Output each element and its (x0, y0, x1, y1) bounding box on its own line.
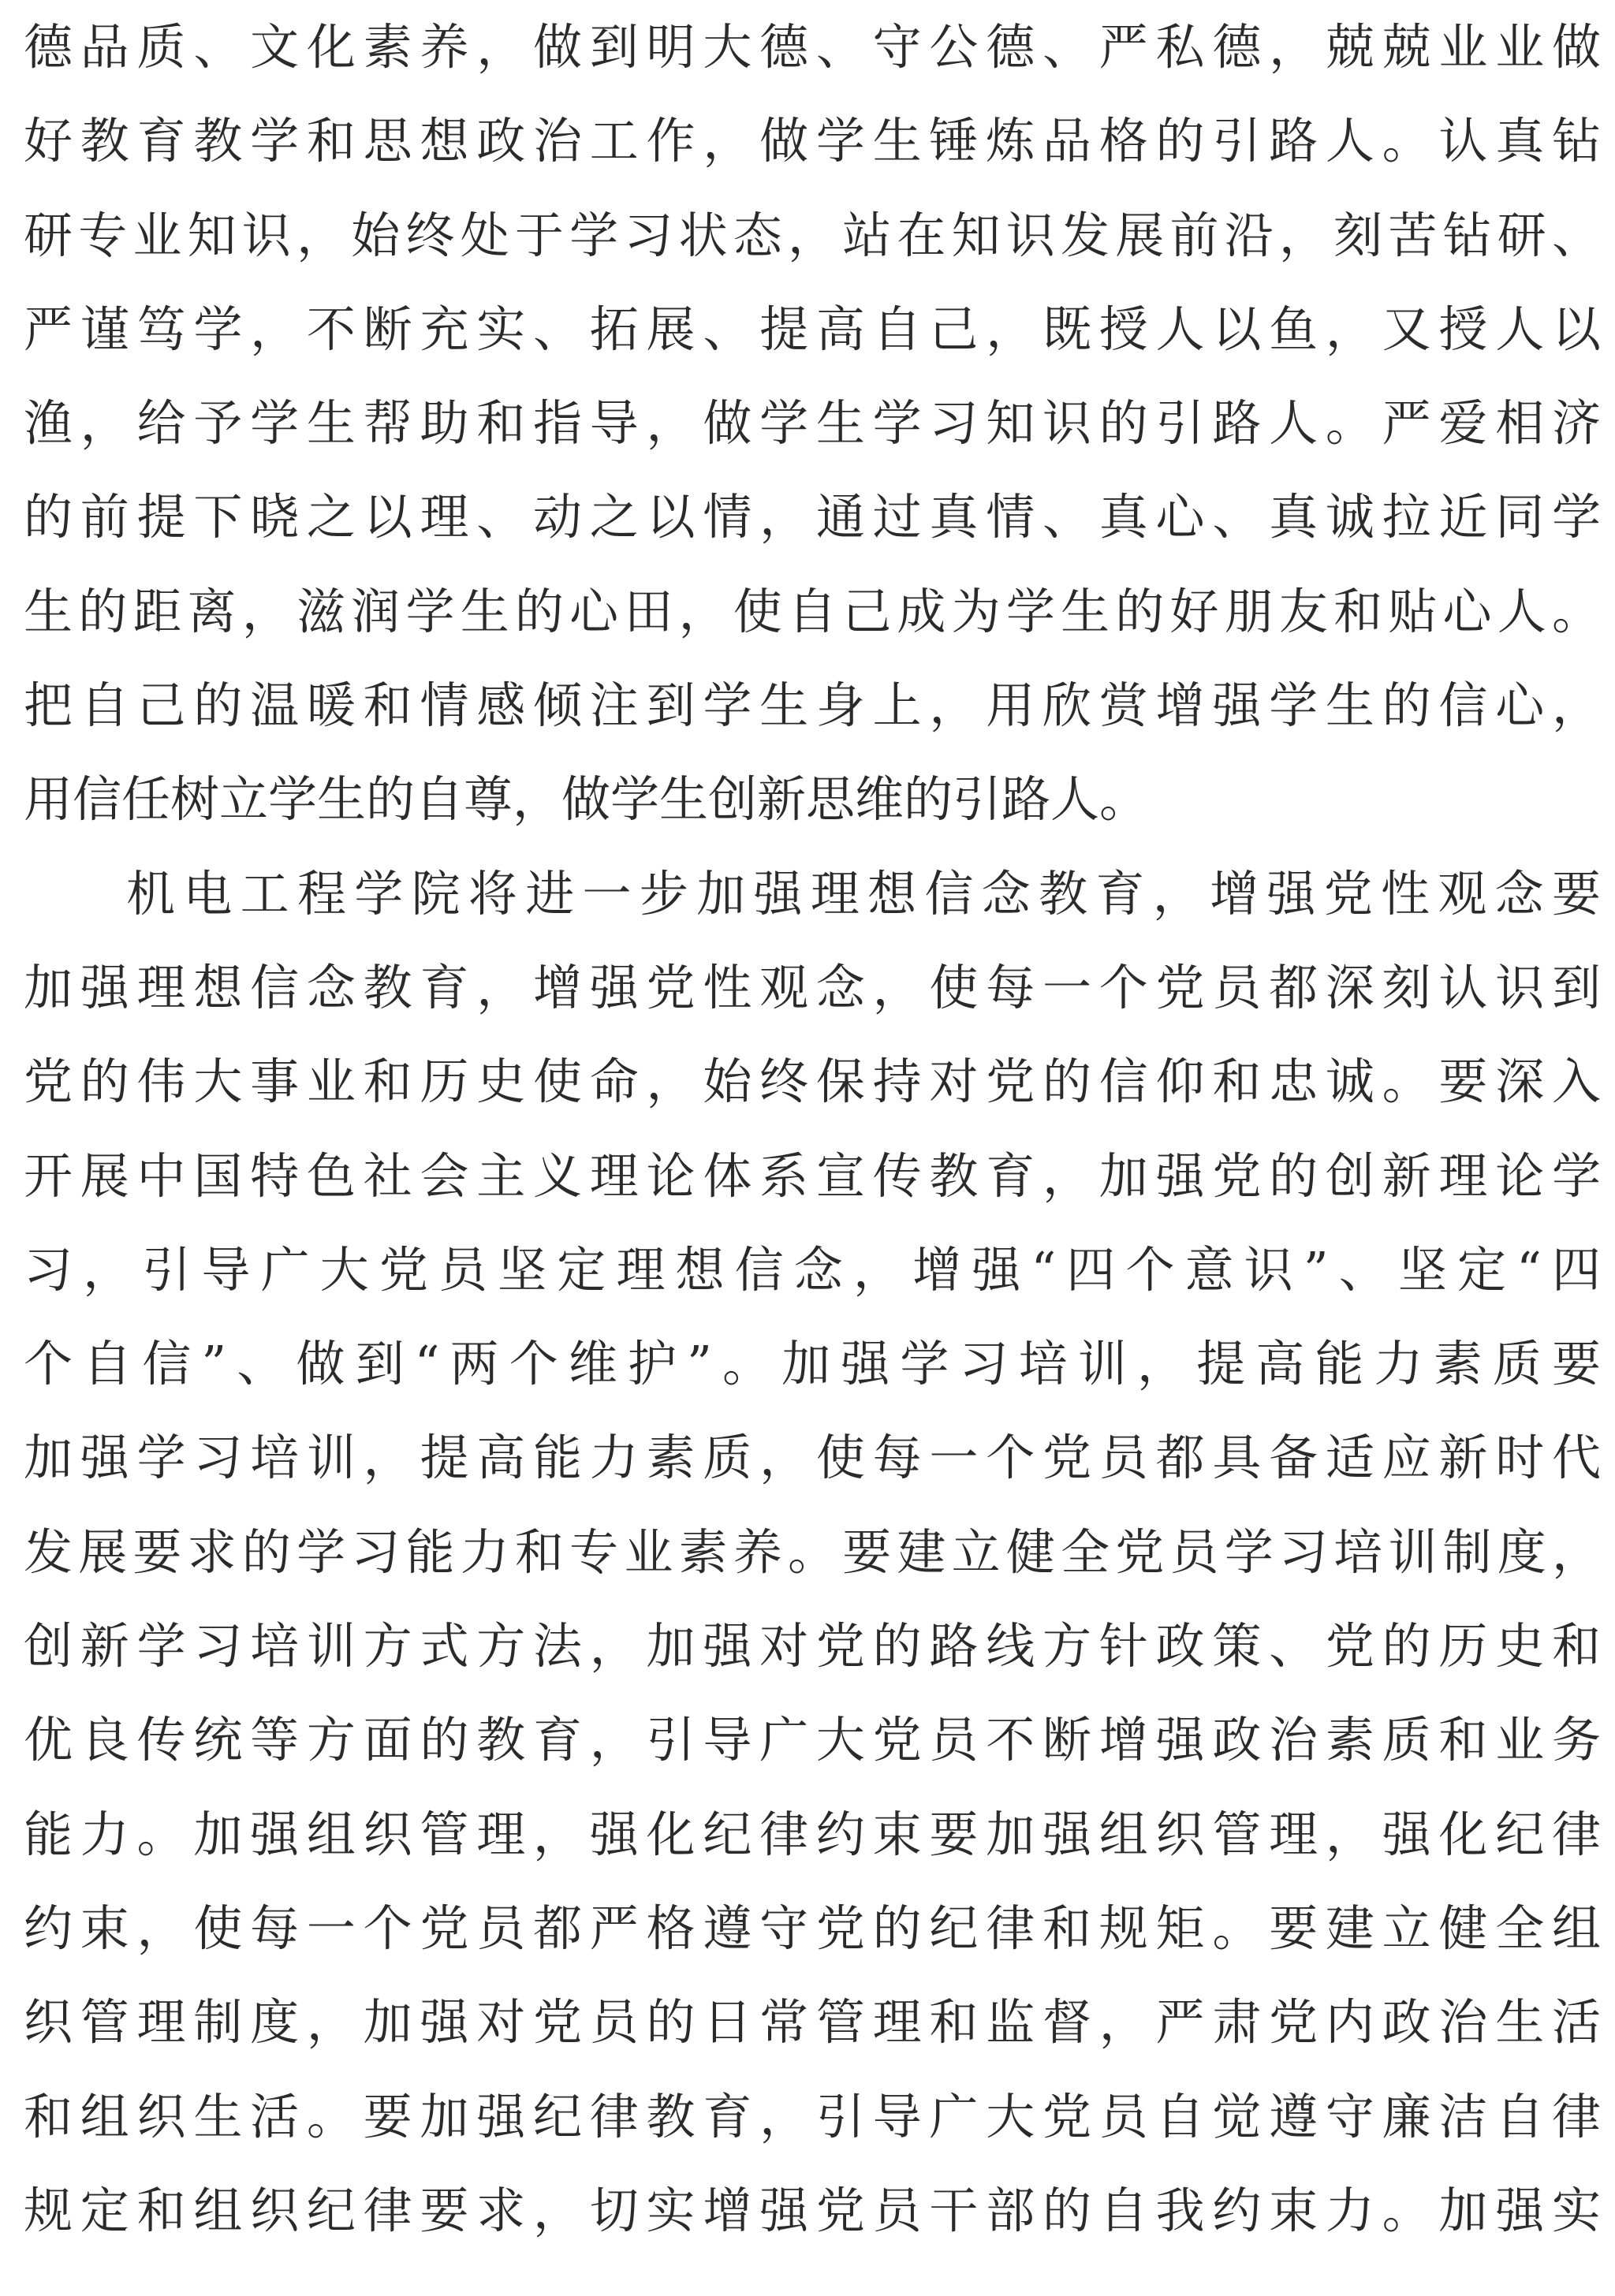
document-body (24, 0, 1601, 2257)
text-line: 和组织生活。要加强纪律教育，引导广大党员自觉遵守廉洁自律 (24, 2087, 1601, 2145)
text-line: 开展中国特色社会主义理论体系宣传教育，加强党的创新理论学 (24, 1146, 1601, 1205)
text-line: 德品质、文化素养，做到明大德、守公德、严私德，兢兢业业做 (24, 18, 1601, 76)
text-line: 加强学习培训，提高能力素质，使每一个党员都具备适应新时代 (24, 1429, 1601, 1487)
text-line: 发展要求的学习能力和专业素养。要建立健全党员学习培训制度， (24, 1523, 1601, 1581)
text-line: 织管理制度，加强对党员的日常管理和监督，严肃党内政治生活 (24, 1993, 1601, 2052)
text-line: 把自己的温暖和情感倾注到学生身上，用欣赏增强学生的信心， (24, 676, 1601, 735)
text-line: 约束，使每一个党员都严格遵守党的纪律和规矩。要建立健全组 (24, 1899, 1601, 1957)
text-line: 的前提下晓之以理、动之以情，通过真情、真心、真诚拉近同学 (24, 488, 1601, 546)
text-line: 加强理想信念教育，增强党性观念，使每一个党员都深刻认识到 (24, 958, 1601, 1016)
text-line: 规定和组织纪律要求，切实增强党员干部的自我约束力。加强实 (24, 2181, 1601, 2239)
text-line: 生的距离，滋润学生的心田，使自己成为学生的好朋友和贴心人。 (24, 582, 1601, 640)
text-line: 能力。加强组织管理，强化纪律约束要加强组织管理，强化纪律 (24, 1805, 1601, 1863)
text-line: 创新学习培训方式方法，加强对党的路线方针政策、党的历史和 (24, 1617, 1601, 1675)
paragraph-last-line: 用信任树立学生的自尊，做学生创新思维的引路人。 (24, 770, 1149, 829)
text-line: 好教育教学和思想政治工作，做学生锤炼品格的引路人。认真钻 (24, 112, 1601, 170)
text-line: 党的伟大事业和历史使命，始终保持对党的信仰和忠诚。要深入 (24, 1053, 1601, 1111)
text-line: 严谨笃学，不断充实、拓展、提高自己，既授人以鱼，又授人以 (24, 300, 1601, 358)
text-line: 习，引导广大党员坚定理想信念，增强“四个意识”、坚定“四 (24, 1240, 1601, 1299)
text-line: 个自信”、做到“两个维护”。加强学习培训，提高能力素质要 (24, 1335, 1601, 1393)
text-line: 渔，给予学生帮助和指导，做学生学习知识的引路人。严爱相济 (24, 394, 1601, 453)
text-line: 研专业知识，始终处于学习状态，站在知识发展前沿，刻苦钻研、 (24, 206, 1601, 264)
text-line: 优良传统等方面的教育，引导广大党员不断增强政治素质和业务 (24, 1711, 1601, 1769)
paragraph-first-line: 机电工程学院将进一步加强理想信念教育，增强党性观念要 (126, 864, 1601, 922)
